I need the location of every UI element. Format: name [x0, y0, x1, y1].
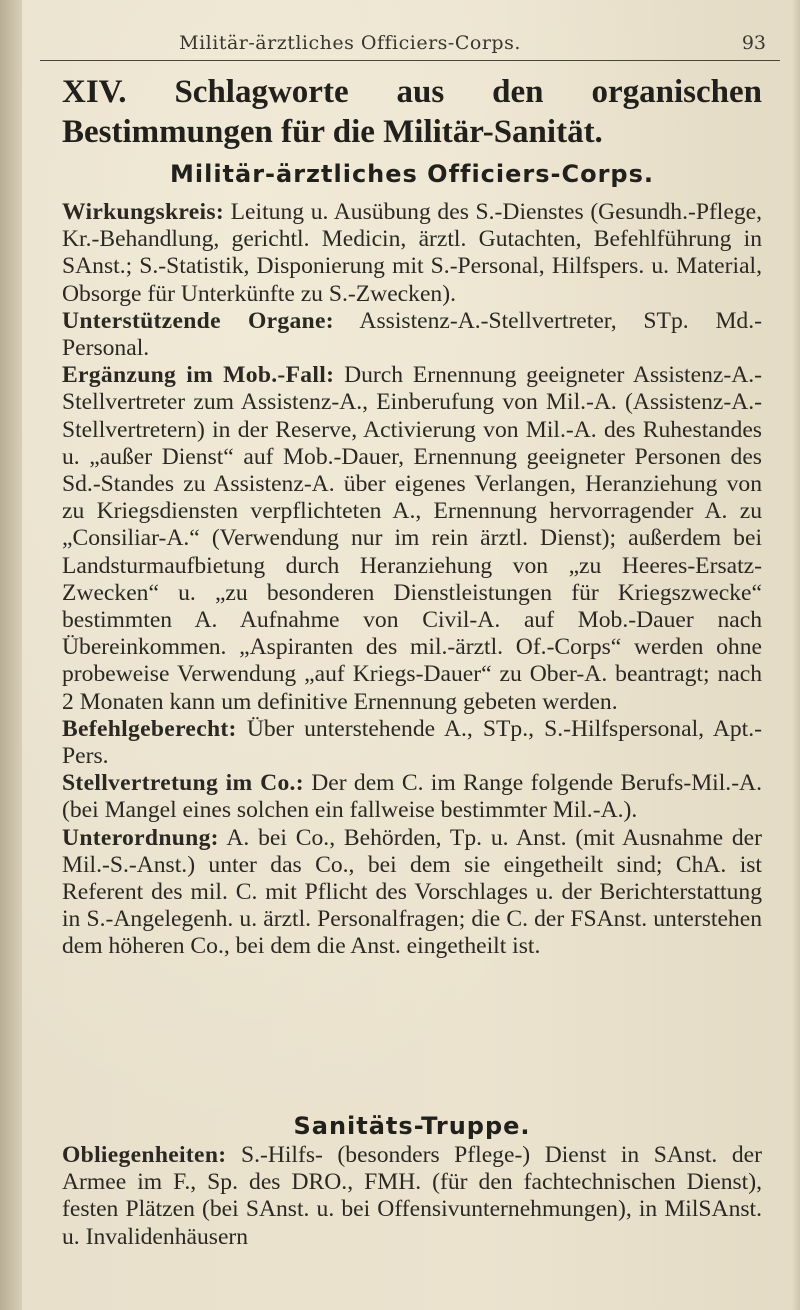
chapter-title: XIV. Schlagworte aus den organischen Bestimmungen für die Militär-Sanität. — [62, 74, 762, 150]
paragraph — [62, 825, 762, 961]
paragraph-text: Assistenz-A.-Stellvertreter, STp. Md.-Personal. — [62, 307, 762, 362]
section-body-officers-corps — [62, 199, 762, 961]
paragraph-lead: Unterordnung: — [62, 824, 219, 851]
paragraph-text: Der dem C. im Range folgende Berufs-Mil.-A. (bei Mangel eines solchen ein fallweise bestimmter Mil.-A.). — [62, 770, 762, 824]
section-body-sanitaets-truppe — [62, 1142, 762, 1251]
section-heading-officers-corps: Militär-ärztliches Officiers-Corps. — [169, 160, 655, 188]
paragraph-text: Leitung u. Ausübung des S.-Dienstes (Gesundh.-Pflege, Kr.-Behandlung, gerichtl. Medicin, ärztl. Gutachten, Befehlführung in SAnst.; S.-Statistik, Disponierung mit S.-Personal, Hilfspers. u. Material, Obsorge für Unterkünfte zu S.-Zwecken). — [62, 199, 762, 307]
paragraph — [62, 1142, 762, 1251]
paragraph-text: Über unterstehende A., STp., S.-Hilfspersonal, Apt.-Pers. — [62, 715, 762, 770]
paragraph-lead: Befehlgeberecht: — [62, 715, 237, 742]
paragraph — [62, 770, 762, 824]
paragraph-lead: Ergänzung im Mob.-Fall: — [62, 362, 335, 389]
paragraph-lead: Stellvertretung im Co.: — [62, 770, 304, 797]
paragraph-lead: Obliegenheiten: — [62, 1142, 227, 1168]
paragraph-text: S.-Hilfs- (besonders Pflege-) Dienst in SAnst. der Armee im F., Sp. des DRO., FMH. (für den fachtechnischen Dienst), festen Plätzen (bei SAnst. u. bei Offensivunternehmungen), in MilSAnst. u. Invalidenhäusern — [62, 1142, 762, 1250]
running-head — [40, 20, 780, 61]
page-number: 93 — [741, 32, 766, 54]
running-head-title: Militär-ärztliches Officiers-Corps. — [179, 32, 521, 54]
page-edge — [792, 0, 800, 1310]
paragraph — [62, 362, 762, 716]
paragraph-text: A. bei Co., Behörden, Tp. u. Anst. (mit Ausnahme der Mil.-S.-Anst.) unter das Co., bei dem sie eingetheilt sind; ChA. ist Referent des mil. C. mit Pflicht des Vorschlages u. der Berichterstattung in S.-Angelegenh. u. ärztl. Personalfragen; die C. der FSAnst. unterstehen dem höheren Co., bei dem die Anst. eingetheilt ist. — [62, 824, 762, 960]
paragraph-text: Durch Ernennung geeigneter Assistenz-A.-Stellvertreter zum Assistenz-A., Einberufung von Mil.-A. (Assistenz-A.-Stellvertretern) in der Reserve, Activierung von Mil.-A. des Ruhestandes u. „außer Dienst“ auf Mob.-Dauer, Ernennung geeigneter Personen des Sd.-Standes zu Assistenz-A. über eigenes Verlangen, Heranziehung von zu Kriegsdiensten verpflichteten A., Ernennung hervorragender A. zu „Consiliar-A.“ (Verwendung nur im rein ärztl. Dienst); außerdem bei Landsturmaufbietung durch Heranziehung von „zu Heeres-Ersatz-Zwecken“ u. „zu besonderen Dienstleistungen für Kriegszwecke“ bestimmten A. Aufnahme von Civil-A. auf Mob.-Dauer nach Übereinkommen. „Aspiranten des mil.-ärztl. Of.-Corps“ werden ohne probeweise Verwendung „auf Kriegs-Dauer“ zu Ober-A. beantragt; nach 2 Monaten kann um definitive Ernennung gebeten werden. — [62, 362, 763, 715]
paragraph — [62, 308, 762, 362]
paragraph — [62, 199, 762, 308]
paragraph-lead: Unterstützende Organe: — [62, 307, 334, 334]
paragraph-lead: Wirkungskreis: — [62, 199, 224, 225]
paragraph — [62, 716, 762, 770]
page-gutter — [0, 0, 22, 1310]
section-heading-sanitaets-truppe: Sanitäts-Truppe. — [293, 1112, 531, 1140]
